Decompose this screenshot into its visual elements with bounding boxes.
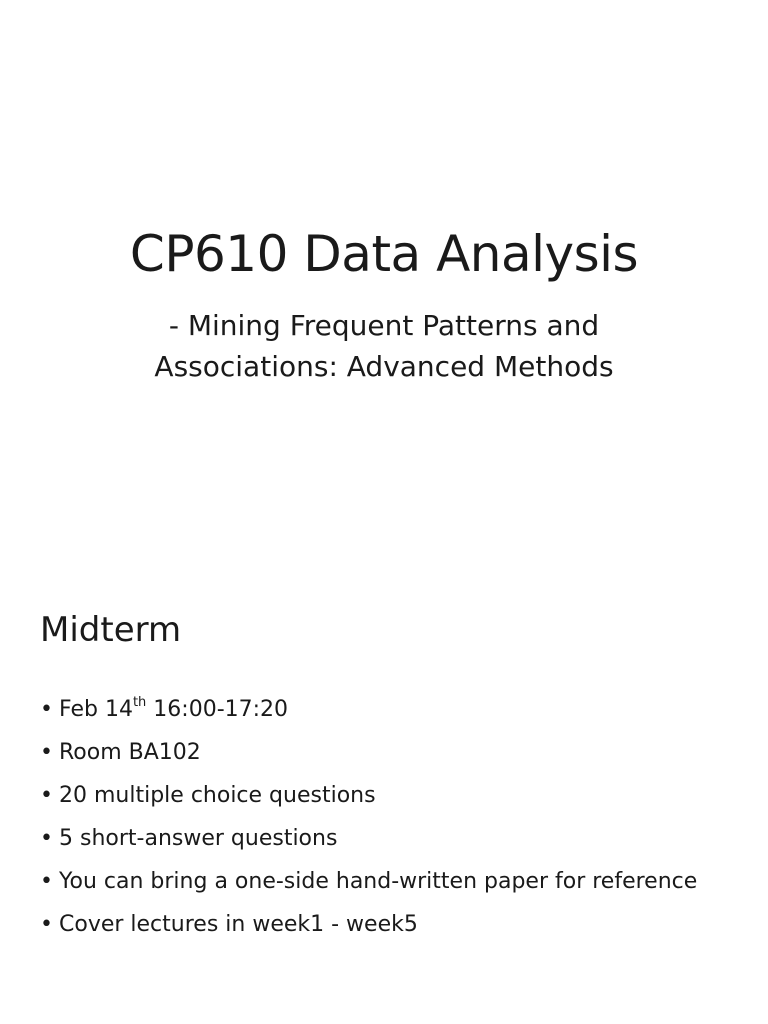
short-answer-text: 5 short-answer questions	[59, 826, 338, 851]
subtitle-line-2: Associations: Advanced Methods	[154, 350, 614, 383]
bullet-short-answer	[40, 823, 730, 854]
bullet-marker: •	[40, 912, 53, 937]
multiple-choice-text: 20 multiple choice questions	[59, 783, 376, 808]
bullet-room	[40, 737, 730, 768]
midterm-heading: Midterm	[40, 610, 182, 650]
date-text: Feb 14	[59, 697, 133, 722]
bullet-multiple-choice	[40, 780, 730, 811]
bullet-date	[40, 694, 730, 725]
bullet-marker: •	[40, 869, 53, 894]
bullet-coverage	[40, 909, 730, 940]
slide-title: CP610 Data Analysis	[129, 225, 639, 283]
coverage-text: Cover lectures in week1 - week5	[59, 912, 418, 937]
room-text: Room BA102	[59, 740, 201, 765]
bullet-reference-paper	[40, 866, 730, 897]
bullet-marker: •	[40, 697, 53, 722]
slide-subtitle	[0, 305, 768, 387]
reference-paper-text: You can bring a one-side hand-written paper for reference	[59, 869, 698, 894]
subtitle-line-1: - Mining Frequent Patterns and	[168, 309, 600, 342]
time-text: 16:00-17:20	[146, 697, 289, 722]
bullet-marker: •	[40, 783, 53, 808]
bullet-marker: •	[40, 826, 53, 851]
midterm-bullet-list	[40, 694, 730, 952]
date-ordinal: th	[132, 694, 147, 710]
bullet-marker: •	[40, 740, 53, 765]
